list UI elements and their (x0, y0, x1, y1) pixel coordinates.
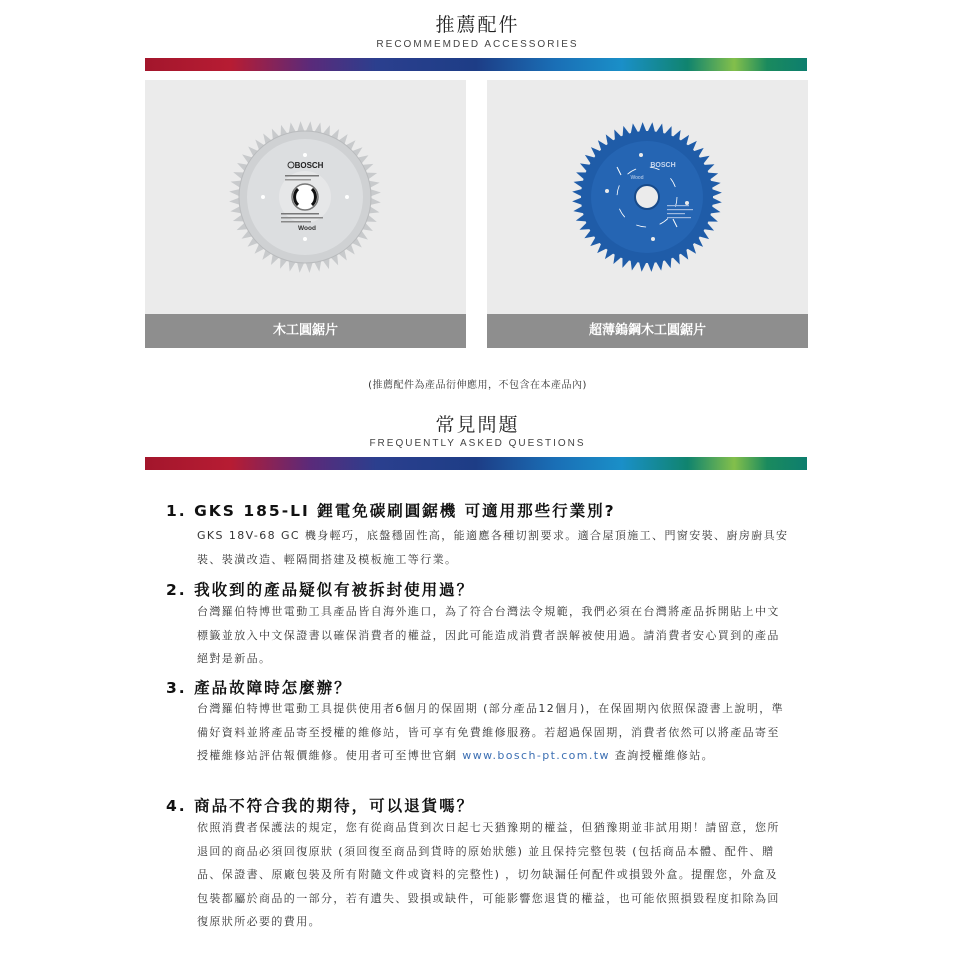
faq-answer-2: 台灣羅伯特博世電動工具產品皆自海外進口，為了符合台灣法令規範，我們必須在台灣將產品拆開貼上中文標籤並放入中文保證書以確保消費者的權益，因此可能造成消費者誤解被使用過。請消費者安心買到的產品絕對是新品。 (197, 605, 780, 665)
faq-question-2: 2. 我收到的產品疑似有被拆封使用過？ (166, 581, 475, 599)
blue-saw-blade-image (567, 117, 727, 277)
accessory-card-thin-carbide-blade[interactable] (487, 80, 808, 348)
blade-brand-text: BOSCH (294, 161, 324, 170)
color-stripe (145, 58, 807, 71)
faq-answer-4: 依照消費者保護法的規定，您有從商品貨到次日起七天猶豫期的權益，但猶豫期並非試用期！請留意，您所退回的商品必須回復原狀 (須回復至商品到貨時的原始狀態) 並且保持完整包裝 (包括商品本體、配件、贈品、保證書、原廠包裝及所有附隨文件或資料的完整性) ，切勿缺漏任何配件或損毀外盒。提醒您，外盒及包裝都屬於商品的一部分，若有遺失、毀損或缺件，可能影響您退貨的權益，也可能依照損毀程度扣除為回復原狀所必要的費用。 (197, 821, 780, 928)
faq-question-3: 3. 產品故障時怎麼辦？ (166, 679, 352, 697)
accessory-caption: 木工圓鋸片 (145, 314, 466, 348)
blade-label-text: Wood (630, 175, 644, 181)
accessories-title: 推薦配件 (435, 14, 520, 36)
accessory-card-wood-blade[interactable] (145, 80, 466, 348)
faq-answer-1: GKS 18V-68 GC 機身輕巧，底盤穩固性高，能適應各種切割要求。適合屋頂施工、門窗安裝、廚房廚具安裝、裝潢改造、輕隔間搭建及模板施工等行業。 (197, 529, 789, 566)
color-stripe (145, 457, 807, 470)
blade-label-text: Wood (298, 225, 316, 232)
accessories-note: (推薦配件為產品衍伸應用，不包含在本產品內) (368, 380, 587, 391)
faq-answer-3-text-end: 查詢授權維修站。 (609, 749, 715, 762)
faq-question-1: 1. GKS 185-LI 鋰電免碳刷圓鋸機 可適用那些行業別? (166, 502, 616, 520)
faq-answer-3-text: 台灣羅伯特博世電動工具提供使用者6個月的保固期 (部分產品12個月)，在保固期內依照保證書上說明，準備好資料並將產品寄至授權的維修站，皆可享有免費維修服務。若超過保固期，消費者依然可以將產品寄至授權維修站評估報價維修。使用者可至博世官網 (197, 702, 785, 762)
bosch-website-link[interactable]: www.bosch-pt.com.tw (462, 749, 610, 762)
blade-brand-text: BOSCH (650, 162, 676, 169)
faq-title: 常見問題 (435, 414, 520, 436)
faq-question-4: 4. 商品不符合我的期待，可以退貨嗎？ (166, 797, 475, 815)
accessories-subtitle: RECOMMEMDED ACCESSORIES (376, 39, 579, 50)
faq-subtitle: FREQUENTLY ASKED QUESTIONS (369, 438, 586, 449)
wood-saw-blade-image (225, 117, 385, 277)
faq-answer-3 (197, 697, 789, 768)
accessory-caption: 超薄鎢鋼木工圓鋸片 (487, 314, 808, 348)
